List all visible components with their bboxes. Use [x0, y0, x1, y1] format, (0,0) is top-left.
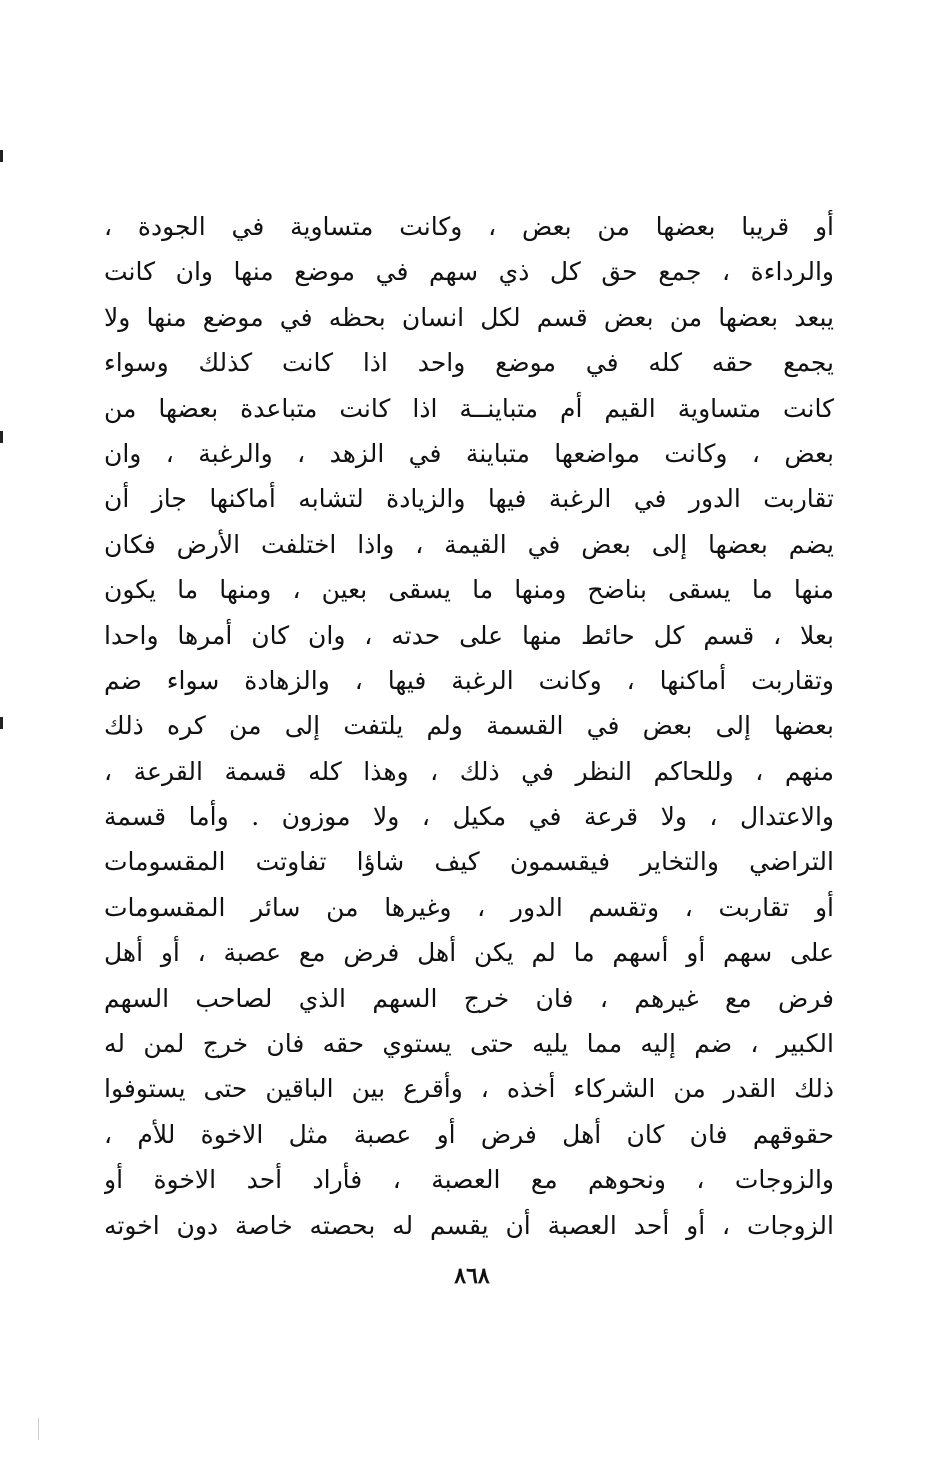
text-line: يبعد بعضها من بعض قسم لكل انسان بحظه في موضع منها ولا — [104, 302, 834, 332]
text-line: منهم ، وللحاكم النظر في ذلك ، وهذا كله قسمة القرعة ، — [104, 756, 834, 786]
binding-mark — [0, 150, 3, 162]
text-line: وتقاربت أماكنها ، وكانت الرغبة فيها ، والزهادة سواء ضم — [104, 665, 834, 695]
text-line: تقاربت الدور في الرغبة فيها والزيادة لتشابه أماكنها جاز أن — [104, 484, 834, 514]
text-line: يضم بعضها إلى بعض في القيمة ، واذا اختلفت الأرض فكان — [104, 529, 834, 559]
text-line: والرداءة ، جمع حق كل ذي سهم في موضع منها وان كانت — [104, 257, 834, 287]
page-number: ٨٦٨ — [454, 1263, 490, 1289]
text-line: بعلا ، قسم كل حائط منها على حدته ، وان كان أمرها واحدا — [104, 620, 834, 650]
body-text — [104, 204, 834, 1248]
text-line: ذلك القدر من الشركاء أخذه ، وأقرع بين الباقين حتى يستوفوا — [104, 1074, 834, 1104]
binding-mark — [0, 717, 3, 729]
text-line: التراضي والتخاير فيقسمون كيف شاؤا تفاوتت المقسومات — [104, 847, 834, 877]
text-line: فرض مع غيرهم ، فان خرج السهم الذي لصاحب السهم — [104, 983, 834, 1013]
scan-artifact — [38, 1418, 39, 1440]
text-line: بعضها إلى بعض في القسمة ولم يلتفت إلى من كره ذلك — [104, 711, 834, 741]
text-line: أو قريبا بعضها من بعض ، وكانت متساوية في الجودة ، — [104, 212, 834, 241]
text-line: الزوجات ، أو أحد العصبة أن يقسم له بحصته خاصة دون اخوته — [104, 1210, 834, 1240]
text-line: منها ما يسقى بناضح ومنها ما يسقى بعين ، ومنها ما يكون — [104, 575, 834, 605]
text-line: يجمع حقه كله في موضع واحد اذا كانت كذلك وسواء — [104, 348, 834, 378]
text-line: والزوجات ، ونحوهم مع العصبة ، فأراد أحد الاخوة أو — [104, 1165, 834, 1195]
text-line: أو تقاربت ، وتقسم الدور ، وغيرها من سائر المقسومات — [104, 892, 834, 922]
text-line: بعض ، وكانت مواضعها متباينة في الزهد ، والرغبة ، وان — [104, 438, 834, 468]
text-line: الكبير ، ضم إليه مما يليه حتى يستوي حقه فان خرج لمن له — [104, 1029, 834, 1059]
text-line: والاعتدال ، ولا قرعة في مكيل ، ولا موزون . وأما قسمة — [104, 802, 834, 832]
text-line: حقوقهم فان كان أهل فرض أو عصبة مثل الاخوة للأم ، — [104, 1119, 834, 1149]
text-line: على سهم أو أسهم ما لم يكن أهل فرض مع عصبة ، أو أهل — [104, 938, 834, 968]
text-line: كانت متساوية القيم أم متباينــة اذا كانت متباعدة بعضها من — [104, 393, 834, 423]
binding-mark — [0, 431, 3, 443]
